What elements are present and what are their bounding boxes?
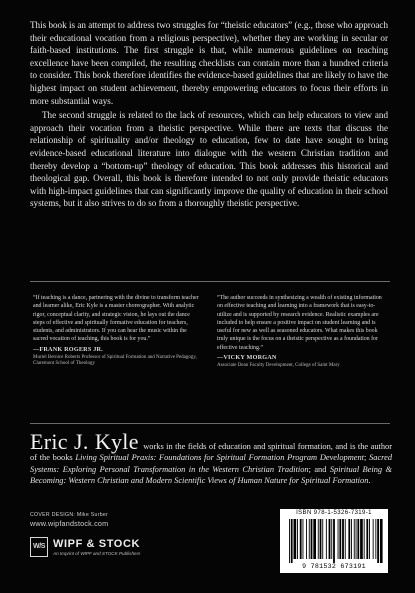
endorsement-rogers [33,294,199,368]
description-paragraph-2: The second struggle is related to the lack of resources, which can help educators to view and approach their vocation from a theistic perspective. While there are texts that discuss the relationship of spirituality and/or theology to education, few to date have sought to bring evidence-based educational literature into dialogue with the western Christian tradition and thereby develop a “bottom-up” theology of education. This book addresses this historical and theological gap. Overall, this book is therefore intended to not only provide theistic educators with high-impact guidelines that can significantly improve the quality of education in their school systems, but it also strives to do so from a thoroughly theistic perspective. [30,110,388,209]
endorser-name: —VICKY MORGAN [217,354,277,362]
description-paragraph-1: This book is an attempt to address two struggles for “theistic educators” (e.g., those who approach their educational vocation from a religious perspective), whether they are working in secular or faith-based institutions. The first struggle is that, while numerous guidelines on teaching excellence have been compiled, the resulting checklists can contain more than a hundred criteria to consider. This book therefore identifies the evidence-based guidelines that are likely to have the highest impact on student achievement, thereby empowering educators to focus their efforts in more substantial ways. [30,20,388,106]
barcode-bar [326,519,327,559]
barcode-bar [309,519,310,559]
publisher-website: www.wipfandstock.com [30,519,109,528]
barcode-bar [300,519,302,559]
credits [30,512,108,528]
publisher-imprint: An Imprint of WIPF and STOCK Publishers [53,551,141,556]
book-title-2: Sacred Systems: Exploring Personal Transformation in the Western Christian Tradition [30,453,393,474]
endorser-name: —FRANK ROGERS JR. [33,345,103,353]
barcode-bar [303,519,304,559]
barcode-bar [342,519,344,559]
isbn-digits: 9 781532 673191 [302,563,366,570]
barcode-bar [354,519,355,559]
barcode-bar [313,519,316,559]
cover-design-credit: COVER DESIGN: Mike Surber [30,512,109,518]
barcode-bar [329,519,331,559]
publisher-logo [30,537,180,563]
barcode-bar [320,519,322,559]
barcode-bar [373,519,374,559]
author-bio-intro: works in the fields of education and spiritual formation, and is the author of the books [30,442,392,463]
author-name: Eric J. Kyle [30,429,139,454]
barcode-bar [294,519,297,559]
book-description [30,19,388,210]
separator: ; and [308,464,327,474]
barcode-bar [333,519,335,563]
barcode-bar [331,519,332,559]
barcode-bar [348,519,350,559]
endorsement-quote: “The author succeeds in synthesizing a wealth of existing information on effective teaching and learning into a framework that is easy-to-utilize and is supported by research evidence. Realistic examples are included to help ensure a positive impact on student learning and is useful for new as well as seasoned educators. What makes this book truly unique is the focus on a theistic perspective as a foundation for effective teaching.” [217,295,382,351]
isbn-barcode-block [280,509,388,573]
barcode-bar [345,519,346,559]
barcode-icon [287,519,383,563]
barcode-bar [375,519,376,559]
publisher-name: WIPF & STOCK [53,538,141,550]
divider-bottom [30,423,390,424]
divider-top [30,281,390,282]
barcode-bar [360,519,363,559]
separator: . [368,476,371,486]
barcode-bar [338,519,339,559]
barcode-bar [377,519,379,563]
book-title-1: Living Spiritual Praxis: Foundations for Spiritual Formation Program Development [75,453,365,463]
isbn-label: ISBN 978-1-5326-7319-1 [296,510,372,516]
barcode-bar [322,519,323,559]
wipf-stock-logo-icon: W/S [30,537,48,557]
barcode-bar [318,519,319,559]
barcode-bar [380,519,383,563]
barcode-bar [356,519,357,559]
book-title-3: Spiritual Being & Becoming: Western Christian and Modern Scientific Views of Human Nature for Spiritual Formation [30,464,393,486]
endorsement-quote: “If teaching is a dance, partnering with the divine to transform teacher and learner alike, Eric Kyle is a master choreographer. With analytic rigor, conceptual clarity, and strategic vision, he lays out the dance steps of effective and spiritually formative education for teachers, students, and administrators. If you can hear the music within the sacred vocation of teaching, this book is for you.” [33,295,199,343]
barcode-bar [289,519,290,563]
barcode-bar [366,519,368,559]
barcode-bar [311,519,313,559]
separator: ; [364,453,367,463]
barcode-bar [351,519,352,559]
barcode-bar [339,519,341,559]
barcode-bar [369,519,370,559]
barcode-bar [357,519,359,559]
barcode-bar [291,519,293,563]
endorsement-morgan [217,294,383,370]
endorser-role: Muriel Bernice Roberts Professor of Spiritual Formation and Narrative Pedagogy, Claremont School of Theology [33,355,197,367]
barcode-bar [297,519,298,559]
barcode-bar [306,519,307,559]
barcode-bar [364,519,365,559]
author-bio [30,429,393,487]
endorser-role: Associate Dean Faculty Development, College of Saint Mary [217,363,340,369]
